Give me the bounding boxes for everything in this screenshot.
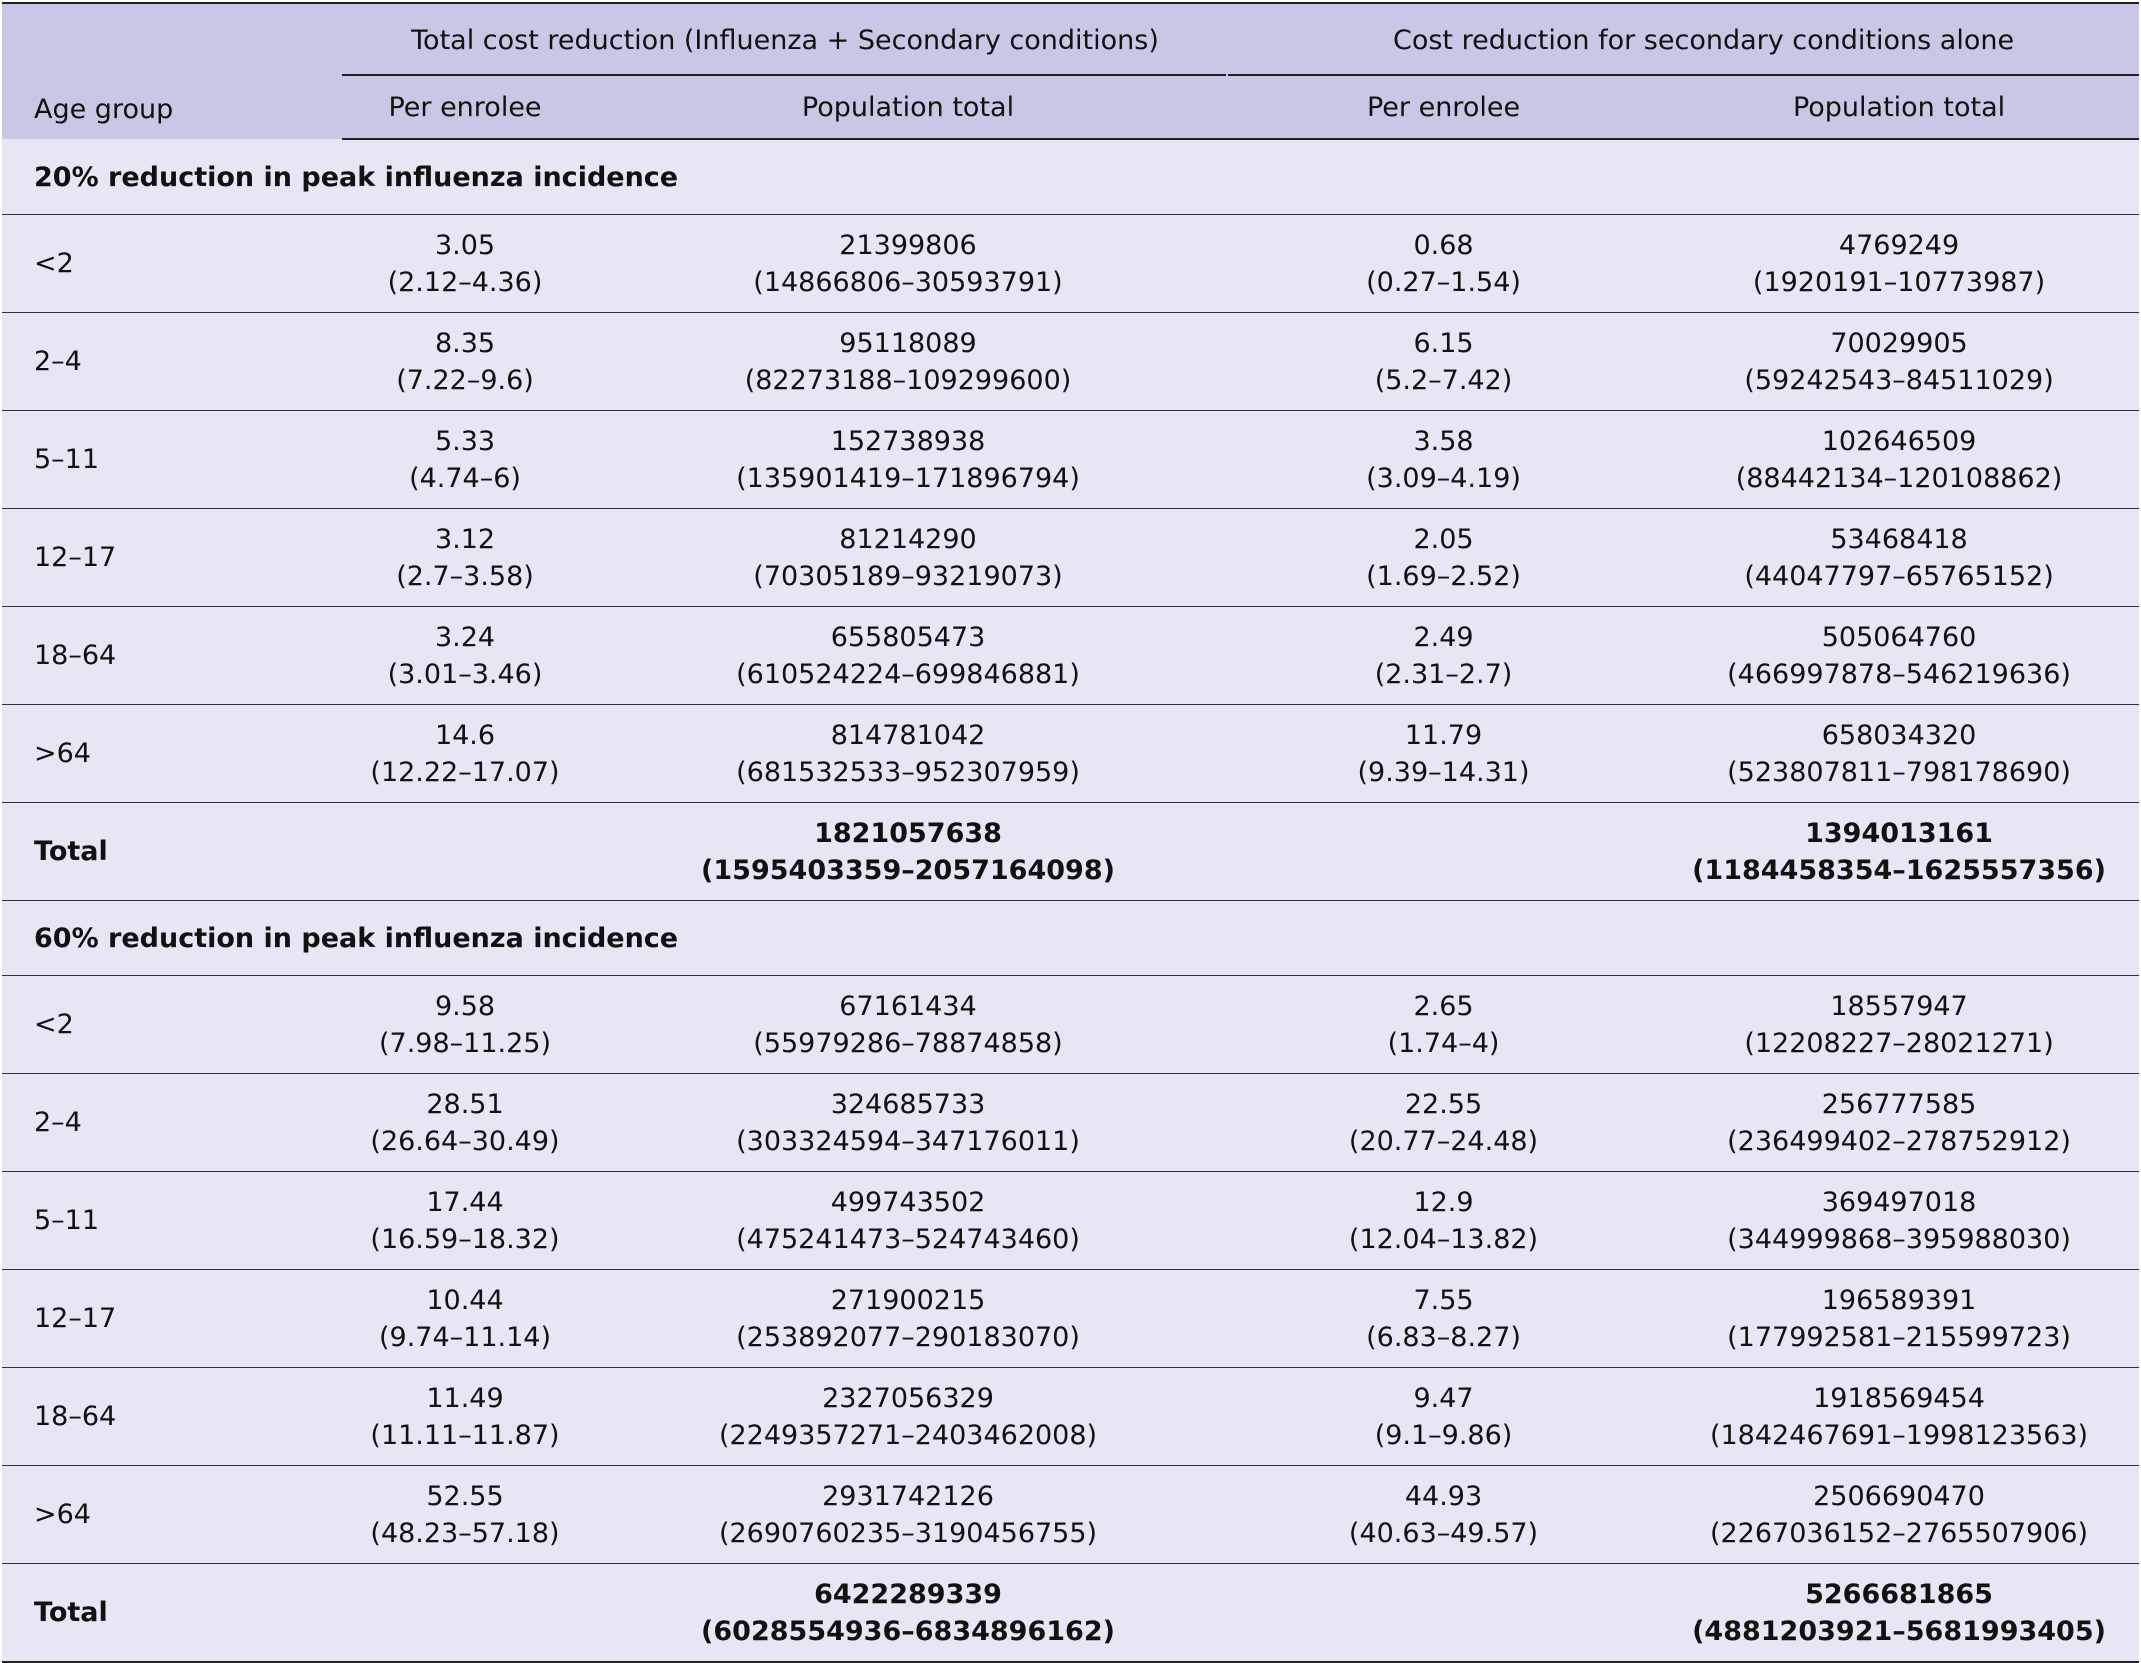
section-title: 20% reduction in peak influenza incidence [2, 139, 2139, 215]
population-total-cell [588, 1172, 1228, 1270]
confidence-interval: (1184458354–1625557356) [1692, 854, 2106, 886]
per-enrolee-total-cell [342, 1074, 588, 1172]
per-enrolee-secondary-cell [1228, 313, 1659, 411]
confidence-interval: (9.74–11.14) [379, 1321, 551, 1353]
table-row [2, 215, 2139, 313]
population-total-cell [588, 509, 1228, 607]
confidence-interval: (26.64–30.49) [370, 1125, 560, 1157]
section-row [2, 901, 2139, 976]
confidence-interval: (3.01–3.46) [387, 658, 543, 690]
total-cost-reduction-label: Total cost reduction (Influenza + Secondary conditions) [411, 24, 1159, 56]
cell-value: 28.51 [426, 1088, 504, 1120]
confidence-interval: (4881203921–5681993405) [1692, 1615, 2106, 1647]
population-total-cell [588, 313, 1228, 411]
confidence-interval: (475241473–524743460) [736, 1223, 1080, 1255]
cell-value: 17.44 [426, 1186, 504, 1218]
confidence-interval: (88442134–120108862) [1735, 462, 2063, 494]
confidence-interval: (11.11–11.87) [370, 1419, 560, 1451]
per-enrolee-secondary-cell [1228, 1564, 1659, 1663]
per-enrolee-secondary-cell [1228, 1368, 1659, 1466]
confidence-interval: (20.77–24.48) [1348, 1125, 1539, 1157]
confidence-interval: (40.63–49.57) [1348, 1517, 1539, 1549]
age-group-cell [2, 509, 342, 607]
age-group-cell [2, 411, 342, 509]
confidence-interval: (1.74–4) [1387, 1027, 1500, 1059]
cell-value: 2–4 [34, 346, 82, 377]
cell-value: 152738938 [830, 425, 986, 457]
confidence-interval: (12208227–28021271) [1744, 1027, 2054, 1059]
cell-value: <2 [34, 1009, 74, 1040]
total-label [2, 1564, 342, 1663]
per-enrolee-total-cell [342, 509, 588, 607]
confidence-interval: (4.74–6) [409, 462, 521, 494]
cell-value: 271900215 [830, 1284, 986, 1316]
age-group-cell [2, 607, 342, 705]
cell-value: 5–11 [34, 1205, 100, 1236]
confidence-interval: (44047797–65765152) [1744, 560, 2054, 592]
cost-reduction-table [2, 2, 2139, 1663]
confidence-interval: (7.98–11.25) [379, 1027, 551, 1059]
per-enrolee-total-cell [342, 1368, 588, 1466]
table-body [2, 139, 2139, 1662]
confidence-interval: (610524224–699846881) [736, 658, 1080, 690]
table-row [2, 1368, 2139, 1466]
confidence-interval: (7.22–9.6) [396, 364, 534, 396]
age-group-cell [2, 1172, 342, 1270]
confidence-interval: (6028554936–6834896162) [701, 1615, 1115, 1647]
cell-value: 12–17 [34, 542, 117, 573]
confidence-interval: (9.1–9.86) [1374, 1419, 1513, 1451]
total-row [2, 803, 2139, 901]
cell-value: 8.35 [434, 327, 496, 359]
confidence-interval: (9.39–14.31) [1357, 756, 1530, 788]
age-group-cell [2, 1270, 342, 1368]
cell-value: 95118089 [839, 327, 977, 359]
cell-value: <2 [34, 248, 74, 279]
table-row [2, 411, 2139, 509]
per-enrolee-total-cell [342, 803, 588, 901]
population-total-cell [588, 705, 1228, 803]
per-enrolee-total-cell [342, 313, 588, 411]
section-title: 60% reduction in peak influenza incidence [2, 901, 2139, 976]
confidence-interval: (2249357271–2403462008) [718, 1419, 1098, 1451]
population-total-cell [588, 1074, 1228, 1172]
cell-value: Total [34, 1597, 108, 1628]
confidence-interval: (12.04–13.82) [1348, 1223, 1539, 1255]
population-secondary-cell [1659, 1466, 2139, 1564]
cell-value: 369497018 [1821, 1186, 1977, 1218]
population-secondary-cell [1659, 1172, 2139, 1270]
header-underline [342, 74, 1226, 76]
per-enrolee-secondary-cell [1228, 1270, 1659, 1368]
table-row [2, 1466, 2139, 1564]
per-enrolee-secondary-cell [1228, 1466, 1659, 1564]
per-enrolee-total-cell [342, 976, 588, 1074]
population-total-cell [588, 411, 1228, 509]
population-secondary-cell [1659, 411, 2139, 509]
per-enrolee-secondary-cell [1228, 705, 1659, 803]
population-total-cell [588, 607, 1228, 705]
cell-value: 22.55 [1404, 1088, 1483, 1120]
confidence-interval: (12.22–17.07) [370, 756, 560, 788]
population-secondary-cell [1659, 1074, 2139, 1172]
cell-value: 67161434 [839, 990, 977, 1022]
cell-value: 18557947 [1830, 990, 1968, 1022]
cell-value: 196589391 [1821, 1284, 1977, 1316]
secondary-cost-reduction-header [1228, 3, 2139, 76]
cell-value: >64 [34, 738, 91, 769]
table-row [2, 1074, 2139, 1172]
age-group-cell [2, 1466, 342, 1564]
cell-value: 70029905 [1830, 327, 1968, 359]
section-row [2, 139, 2139, 215]
per-enrolee-secondary-cell [1228, 215, 1659, 313]
population-total-cell [588, 1466, 1228, 1564]
total-cost-reduction-header [342, 3, 1228, 76]
confidence-interval: (681532533–952307959) [736, 756, 1080, 788]
cell-value: 11.79 [1404, 719, 1483, 751]
per-enrolee-secondary-cell [1228, 411, 1659, 509]
cell-value: >64 [34, 1499, 91, 1530]
confidence-interval: (253892077–290183070) [736, 1321, 1080, 1353]
per-enrolee-total-cell [342, 1172, 588, 1270]
confidence-interval: (177992581–215599723) [1727, 1321, 2071, 1353]
cell-value: 0.68 [1413, 229, 1474, 261]
table-row [2, 509, 2139, 607]
population-total-header-2: Population total [1659, 76, 2139, 139]
age-group-cell [2, 705, 342, 803]
cell-value: 2.05 [1413, 523, 1474, 555]
confidence-interval: (344999868–395988030) [1727, 1223, 2071, 1255]
confidence-interval: (523807811–798178690) [1727, 756, 2071, 788]
cell-value: 1394013161 [1805, 817, 1993, 849]
confidence-interval: (303324594–347176011) [736, 1125, 1080, 1157]
confidence-interval: (14866806–30593791) [753, 266, 1063, 298]
cell-value: 52.55 [426, 1480, 504, 1512]
population-total-header-1: Population total [588, 76, 1228, 139]
population-secondary-cell [1659, 803, 2139, 901]
secondary-cost-reduction-label: Cost reduction for secondary conditions alone [1392, 24, 2015, 56]
confidence-interval: (2267036152–2765507906) [1709, 1517, 2089, 1549]
cell-value: 6.15 [1413, 327, 1474, 359]
per-enrolee-secondary-cell [1228, 509, 1659, 607]
table-row [2, 607, 2139, 705]
confidence-interval: (82273188–109299600) [744, 364, 1072, 396]
per-enrolee-total-cell [342, 705, 588, 803]
age-group-cell [2, 1074, 342, 1172]
table-header [2, 3, 2139, 139]
confidence-interval: (2.12–4.36) [387, 266, 543, 298]
age-group-header: Age group [2, 3, 342, 139]
age-group-cell [2, 313, 342, 411]
cell-value: 3.12 [434, 523, 496, 555]
population-total-cell [588, 976, 1228, 1074]
population-secondary-cell [1659, 607, 2139, 705]
confidence-interval: (70305189–93219073) [753, 560, 1063, 592]
cell-value: 3.24 [434, 621, 496, 653]
confidence-interval: (1595403359–2057164098) [701, 854, 1115, 886]
per-enrolee-secondary-cell [1228, 1074, 1659, 1172]
cell-value: 11.49 [426, 1382, 504, 1414]
cell-value: 6422289339 [814, 1578, 1002, 1610]
confidence-interval: (1.69–2.52) [1366, 560, 1521, 592]
per-enrolee-secondary-cell [1228, 976, 1659, 1074]
confidence-interval: (16.59–18.32) [370, 1223, 560, 1255]
confidence-interval: (5.2–7.42) [1374, 364, 1513, 396]
cell-value: 7.55 [1413, 1284, 1474, 1316]
per-enrolee-total-cell [342, 411, 588, 509]
cell-value: 2–4 [34, 1107, 82, 1138]
total-label [2, 803, 342, 901]
per-enrolee-total-cell [342, 1270, 588, 1368]
population-secondary-cell [1659, 705, 2139, 803]
confidence-interval: (55979286–78874858) [753, 1027, 1063, 1059]
confidence-interval: (48.23–57.18) [370, 1517, 560, 1549]
cell-value: 2931742126 [822, 1480, 994, 1512]
cell-value: 102646509 [1821, 425, 1977, 457]
cell-value: 44.93 [1404, 1480, 1483, 1512]
cell-value: 814781042 [830, 719, 986, 751]
cell-value: 1918569454 [1813, 1382, 1985, 1414]
cell-value: Total [34, 836, 108, 867]
population-total-cell [588, 1368, 1228, 1466]
cell-value: 18–64 [34, 640, 117, 671]
table-row [2, 1172, 2139, 1270]
cell-value: 9.47 [1413, 1382, 1474, 1414]
table-row [2, 705, 2139, 803]
cell-value: 2.65 [1413, 990, 1474, 1022]
cell-value: 10.44 [426, 1284, 504, 1316]
confidence-interval: (135901419–171896794) [736, 462, 1080, 494]
cell-value: 2.49 [1413, 621, 1474, 653]
population-secondary-cell [1659, 215, 2139, 313]
cell-value: 21399806 [839, 229, 977, 261]
confidence-interval: (236499402–278752912) [1727, 1125, 2071, 1157]
per-enrolee-header-1: Per enrolee [342, 76, 588, 139]
cell-value: 14.6 [434, 719, 496, 751]
per-enrolee-total-cell [342, 1466, 588, 1564]
cell-value: 256777585 [1821, 1088, 1977, 1120]
per-enrolee-secondary-cell [1228, 803, 1659, 901]
population-total-cell [588, 803, 1228, 901]
cell-value: 12.9 [1413, 1186, 1474, 1218]
cell-value: 3.05 [434, 229, 496, 261]
confidence-interval: (1842467691–1998123563) [1709, 1419, 2089, 1451]
table-row [2, 313, 2139, 411]
cell-value: 658034320 [1821, 719, 1977, 751]
age-group-cell [2, 976, 342, 1074]
header-underline [1228, 74, 2139, 76]
cell-value: 324685733 [830, 1088, 986, 1120]
cell-value: 2506690470 [1813, 1480, 1985, 1512]
population-secondary-cell [1659, 1564, 2139, 1663]
confidence-interval: (2.31–2.7) [1374, 658, 1513, 690]
population-total-cell [588, 1270, 1228, 1368]
population-secondary-cell [1659, 1270, 2139, 1368]
confidence-interval: (3.09–4.19) [1366, 462, 1521, 494]
confidence-interval: (0.27–1.54) [1366, 266, 1521, 298]
confidence-interval: (2.7–3.58) [396, 560, 534, 592]
cell-value: 655805473 [830, 621, 986, 653]
cell-value: 81214290 [839, 523, 977, 555]
population-total-cell [588, 215, 1228, 313]
confidence-interval: (59242543–84511029) [1744, 364, 2054, 396]
confidence-interval: (6.83–8.27) [1366, 1321, 1521, 1353]
per-enrolee-total-cell [342, 607, 588, 705]
cell-value: 4769249 [1838, 229, 1960, 261]
per-enrolee-total-cell [342, 1564, 588, 1663]
confidence-interval: (1920191–10773987) [1752, 266, 2046, 298]
per-enrolee-total-cell [342, 215, 588, 313]
cell-value: 53468418 [1830, 523, 1968, 555]
population-secondary-cell [1659, 509, 2139, 607]
confidence-interval: (2690760235–3190456755) [718, 1517, 1098, 1549]
cell-value: 5.33 [434, 425, 496, 457]
confidence-interval: (466997878–546219636) [1727, 658, 2071, 690]
cell-value: 18–64 [34, 1401, 117, 1432]
cell-value: 12–17 [34, 1303, 117, 1334]
cell-value: 5266681865 [1805, 1578, 1993, 1610]
cell-value: 5–11 [34, 444, 100, 475]
cell-value: 9.58 [434, 990, 496, 1022]
cell-value: 505064760 [1821, 621, 1977, 653]
cell-value: 1821057638 [814, 817, 1002, 849]
total-row [2, 1564, 2139, 1663]
cell-value: 3.58 [1413, 425, 1474, 457]
population-secondary-cell [1659, 313, 2139, 411]
cell-value: 499743502 [830, 1186, 986, 1218]
table-row [2, 976, 2139, 1074]
per-enrolee-secondary-cell [1228, 607, 1659, 705]
per-enrolee-header-2: Per enrolee [1228, 76, 1659, 139]
age-group-cell [2, 1368, 342, 1466]
population-total-cell [588, 1564, 1228, 1663]
per-enrolee-secondary-cell [1228, 1172, 1659, 1270]
population-secondary-cell [1659, 1368, 2139, 1466]
age-group-cell [2, 215, 342, 313]
table-row [2, 1270, 2139, 1368]
population-secondary-cell [1659, 976, 2139, 1074]
cell-value: 2327056329 [822, 1382, 994, 1414]
